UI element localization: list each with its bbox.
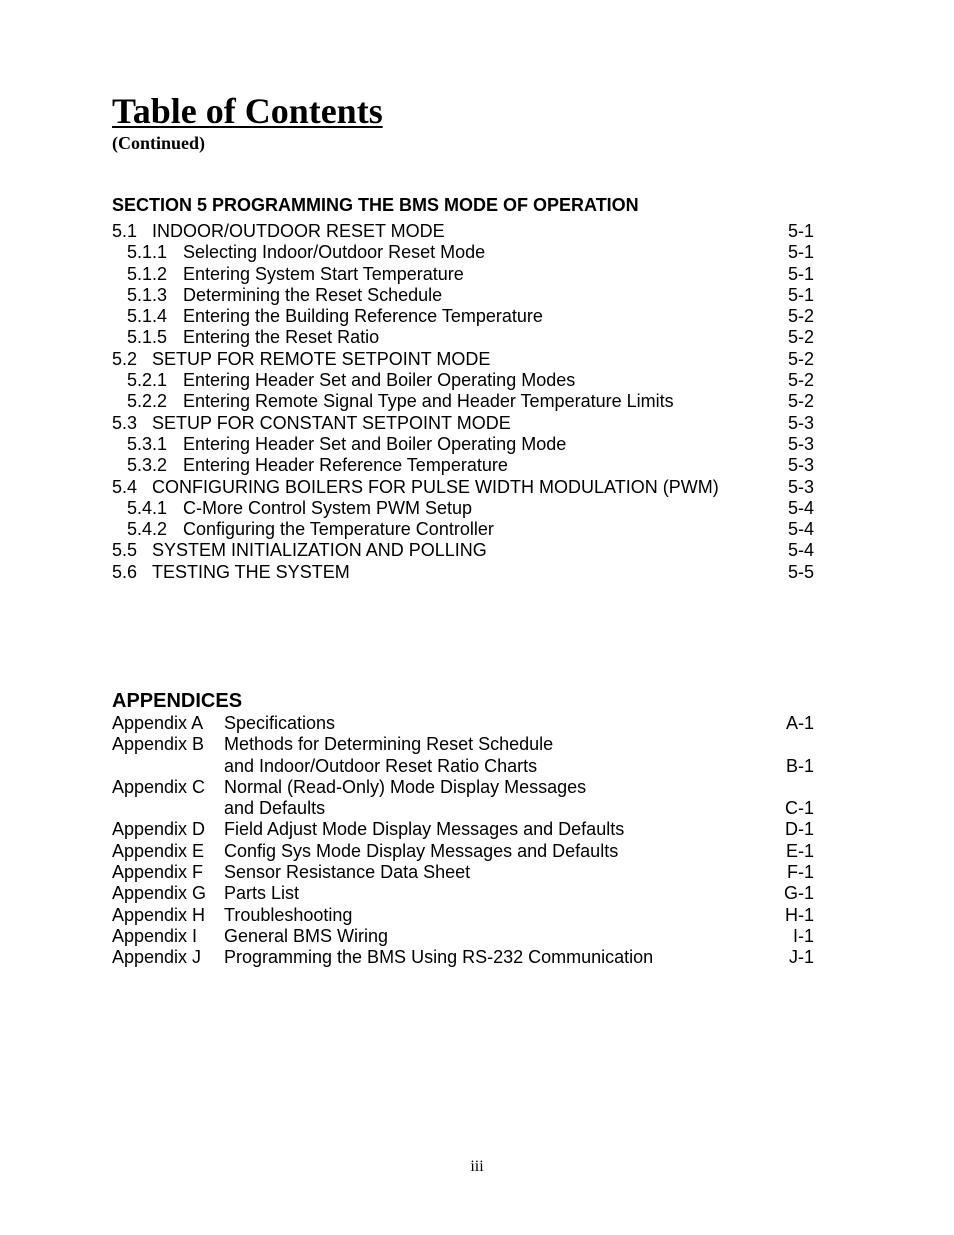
toc-entry-page: 5-3: [787, 455, 814, 476]
toc-entry-page: 5-2: [787, 391, 814, 412]
toc-entry-number: 5.1.5: [127, 327, 168, 348]
toc-entry-page: 5-2: [787, 370, 814, 391]
toc-entry-title: Entering System Start Temperature: [183, 263, 464, 284]
toc-entry-number: Appendix I: [112, 925, 198, 946]
toc-entry-page: B-1: [785, 755, 814, 776]
toc-entry-number: 5.1.1: [127, 242, 168, 263]
toc-entry-title: and Defaults: [224, 798, 326, 819]
toc-entry-page: 5-1: [787, 242, 814, 263]
toc-entry: [112, 455, 814, 476]
toc-entry: [112, 819, 814, 840]
toc-entry-number: Appendix D: [112, 819, 206, 840]
toc-entry-title: Entering Header Reference Temperature: [183, 455, 508, 476]
toc-entry-number: 5.2.2: [127, 391, 168, 412]
toc-entry: [112, 905, 814, 926]
toc-entry-page: 5-1: [787, 263, 814, 284]
toc-entry-page: 5-4: [787, 519, 814, 540]
toc-entry-number: Appendix E: [112, 840, 205, 861]
toc-entry: [112, 947, 814, 968]
toc-entry-page: I-1: [792, 925, 814, 946]
toc-entry: [112, 434, 814, 455]
toc-entry-title: Entering the Reset Ratio: [183, 327, 380, 348]
toc-entry: [112, 242, 814, 263]
toc-entry-number: 5.5: [112, 540, 138, 561]
toc-entry-number: Appendix B: [112, 734, 205, 755]
toc-entry-title: Determining the Reset Schedule: [183, 284, 443, 305]
toc-entry: [112, 841, 814, 862]
toc-entry-page: 5-2: [787, 348, 814, 369]
toc-entry-page: 5-3: [787, 433, 814, 454]
toc-entry: [112, 540, 814, 561]
toc-entry-page: 5-2: [787, 306, 814, 327]
toc-entry-number: 5.4.1: [127, 497, 168, 518]
toc-entry-title: Entering Header Set and Boiler Operating Modes: [183, 370, 576, 391]
toc-entry-page: G-1: [783, 883, 814, 904]
toc-entry: [112, 756, 814, 777]
toc-entry-number: Appendix J: [112, 947, 202, 968]
toc-entry-title: TESTING THE SYSTEM: [152, 561, 350, 582]
toc-entry-title: Programming the BMS Using RS-232 Communication: [224, 947, 654, 968]
toc-entry: [112, 306, 814, 327]
toc-entry-number: 5.1.2: [127, 263, 168, 284]
toc-entry-number: 5.1.3: [127, 284, 168, 305]
toc-entry: [112, 327, 814, 348]
toc-entry-title: Entering the Building Reference Temperature: [183, 306, 543, 327]
toc-entry-page: A-1: [785, 713, 814, 733]
toc-entry-title: CONFIGURING BOILERS FOR PULSE WIDTH MODULATION (PWM): [152, 476, 719, 497]
toc-entry-number: 5.2.1: [127, 370, 168, 391]
toc-entry-title: Sensor Resistance Data Sheet: [224, 862, 471, 883]
toc-entry: [112, 285, 814, 306]
section-5-toc-list: [112, 221, 814, 583]
toc-entry-number: 5.6: [112, 561, 138, 582]
toc-entry-page: C-1: [784, 798, 814, 819]
toc-entry-title: C-More Control System PWM Setup: [183, 497, 473, 518]
toc-entry: [112, 477, 814, 498]
toc-entry: [112, 883, 814, 904]
toc-entry-number: Appendix H: [112, 904, 206, 925]
toc-entry-number: Appendix G: [112, 883, 207, 904]
toc-entry-page: 5-5: [787, 561, 814, 582]
toc-entry-title: SYSTEM INITIALIZATION AND POLLING: [152, 540, 487, 561]
toc-entry-title: SETUP FOR CONSTANT SETPOINT MODE: [152, 412, 511, 433]
toc-entry: [112, 413, 814, 434]
toc-entry: [112, 349, 814, 370]
toc-entry-title: and Indoor/Outdoor Reset Ratio Charts: [224, 755, 538, 776]
toc-entry-title: Entering Header Set and Boiler Operating Mode: [183, 433, 567, 454]
toc-entry-number: 5.2: [112, 348, 138, 369]
toc-entry-number: Appendix F: [112, 862, 204, 883]
toc-entry-page: 5-1: [787, 221, 814, 241]
toc-entry-page: 5-4: [787, 497, 814, 518]
toc-entry: [112, 777, 814, 798]
toc-entry-title: SETUP FOR REMOTE SETPOINT MODE: [152, 348, 491, 369]
appendices-toc-list: [112, 713, 814, 969]
toc-entry-page: 5-1: [787, 284, 814, 305]
toc-entry-number: Appendix A: [112, 713, 204, 733]
toc-entry-title: Methods for Determining Reset Schedule: [224, 734, 554, 755]
page-title: Table of Contents: [112, 91, 383, 131]
toc-entry: [112, 926, 814, 947]
page-number: iii: [470, 1158, 484, 1175]
toc-entry-page: E-1: [785, 840, 814, 861]
toc-entry-number: 5.4: [112, 476, 138, 497]
toc-entry: [112, 370, 814, 391]
toc-entry-number: 5.3.2: [127, 455, 168, 476]
toc-entry: [112, 862, 814, 883]
toc-entry-title: Configuring the Temperature Controller: [183, 519, 494, 540]
section-5-heading: SECTION 5 PROGRAMMING THE BMS MODE OF OPERATION: [112, 195, 639, 215]
toc-entry-title: INDOOR/OUTDOOR RESET MODE: [152, 221, 445, 241]
toc-entry-number: 5.1: [112, 221, 138, 241]
toc-entry-page: 5-3: [787, 412, 814, 433]
toc-entry-number: 5.1.4: [127, 306, 168, 327]
toc-entry: [112, 391, 814, 412]
toc-entry-page: J-1: [788, 947, 814, 968]
toc-entry-page: 5-4: [787, 540, 814, 561]
toc-entry-title: Troubleshooting: [224, 904, 353, 925]
toc-entry-title: Config Sys Mode Display Messages and Defaults: [224, 840, 619, 861]
toc-entry-number: Appendix C: [112, 776, 206, 797]
toc-entry-page: 5-2: [787, 327, 814, 348]
page-subtitle: (Continued): [112, 133, 206, 153]
toc-entry-title: Specifications: [224, 713, 336, 733]
toc-entry-page: D-1: [784, 819, 814, 840]
toc-entry: [112, 562, 814, 583]
toc-entry-title: Entering Remote Signal Type and Header Temperature Limits: [183, 391, 674, 412]
toc-entry-number: 5.3.1: [127, 433, 168, 454]
toc-entry: [112, 498, 814, 519]
toc-entry-title: Parts List: [224, 883, 300, 904]
toc-entry-title: Normal (Read-Only) Mode Display Messages: [224, 776, 587, 797]
toc-entry: [112, 798, 814, 819]
toc-entry-title: General BMS Wiring: [224, 925, 389, 946]
toc-entry: [112, 221, 814, 242]
toc-entry-page: H-1: [784, 904, 814, 925]
toc-entry-number: 5.3: [112, 412, 138, 433]
toc-entry-title: Field Adjust Mode Display Messages and Defaults: [224, 819, 625, 840]
toc-entry-title: Selecting Indoor/Outdoor Reset Mode: [183, 242, 486, 263]
toc-entry-number: 5.4.2: [127, 519, 168, 540]
toc-entry: [112, 734, 814, 755]
toc-entry-page: 5-3: [787, 476, 814, 497]
appendices-heading: APPENDICES: [112, 690, 243, 712]
toc-entry-page: F-1: [787, 862, 814, 883]
toc-entry: [112, 713, 814, 734]
toc-entry: [112, 519, 814, 540]
toc-entry: [112, 264, 814, 285]
